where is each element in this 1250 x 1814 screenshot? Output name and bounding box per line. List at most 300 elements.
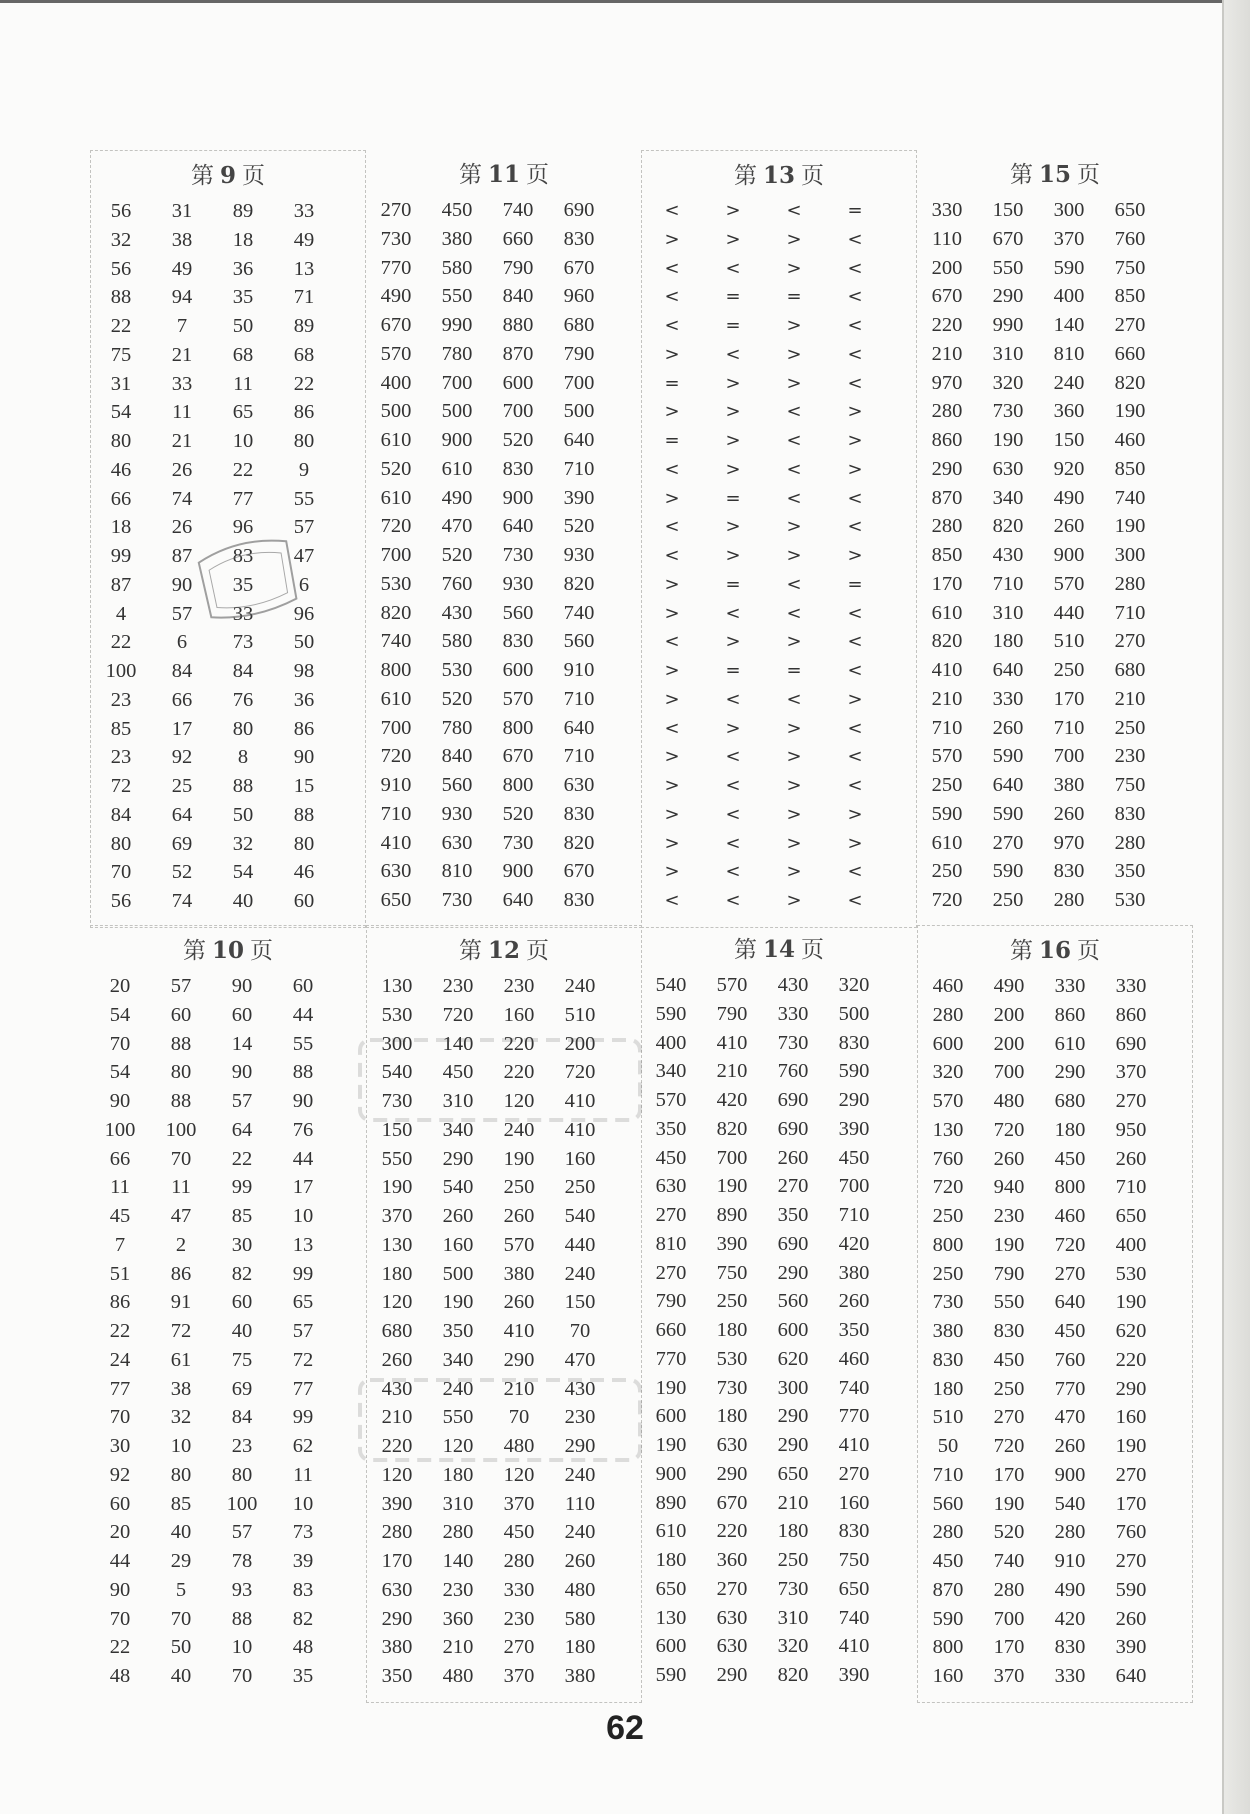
answer-value: 530	[1115, 1262, 1147, 1285]
answer-value: 240	[564, 1521, 596, 1544]
answer-value: 700	[563, 371, 595, 394]
answer-row	[918, 1346, 1192, 1375]
answer-value: 60	[231, 1003, 253, 1026]
answer-value: 110	[932, 227, 962, 250]
answer-value: 800	[932, 1233, 964, 1256]
answer-value: 190	[716, 1175, 748, 1198]
answer-value: 700	[502, 400, 534, 423]
answer-value: 60	[293, 890, 315, 912]
answer-value: 80	[293, 430, 315, 452]
answer-row	[917, 742, 1193, 771]
answer-value: 950	[1115, 1118, 1147, 1141]
answer-row	[90, 1288, 366, 1317]
answer-value: 280	[931, 400, 963, 423]
answer-value: 33	[293, 200, 315, 222]
answer-value: 70	[109, 1607, 131, 1630]
answer-row	[641, 971, 917, 1000]
answer-value: 560	[777, 1290, 809, 1313]
answer-value: 700	[380, 716, 412, 739]
answer-value: 220	[503, 1061, 535, 1084]
comparison-symbol: <	[664, 200, 680, 221]
answer-row	[641, 1661, 917, 1690]
answer-row	[91, 830, 365, 859]
answer-value: 11	[110, 1176, 130, 1199]
answer-value: 250	[716, 1290, 748, 1313]
answer-value: 40	[232, 890, 254, 912]
answer-value: 540	[1054, 1492, 1086, 1515]
answer-value: 260	[564, 1550, 596, 1572]
comparison-symbol: =	[725, 573, 741, 595]
answer-value: 200	[564, 1032, 596, 1055]
answer-value: 94	[171, 286, 193, 309]
answer-row	[642, 513, 916, 542]
comparison-symbol: >	[725, 200, 741, 221]
answer-value: 930	[441, 802, 473, 825]
answer-value: 60	[292, 975, 314, 997]
answer-row	[366, 886, 642, 915]
answer-row	[367, 1605, 641, 1634]
answer-value: 710	[380, 802, 412, 825]
answer-row	[91, 456, 365, 485]
answer-value: 790	[563, 342, 595, 365]
answer-value: 700	[716, 1146, 748, 1169]
comparison-symbol: >	[664, 343, 680, 365]
answer-value: 640	[992, 774, 1024, 796]
answer-row	[367, 1518, 641, 1547]
answer-row	[642, 283, 916, 312]
page-right-edge	[1222, 0, 1250, 1814]
answer-value: 72	[170, 1320, 192, 1342]
answer-value: 88	[231, 1607, 253, 1630]
comparison-symbol: >	[786, 775, 802, 796]
answer-row	[918, 1461, 1192, 1490]
answer-value: 790	[993, 1262, 1025, 1285]
answer-value: 760	[441, 572, 473, 595]
comparison-symbol: >	[664, 228, 680, 250]
answer-value: 60	[109, 1492, 131, 1515]
answer-value: 65	[292, 1291, 314, 1314]
answer-row	[90, 1547, 366, 1576]
answer-value: 830	[563, 889, 595, 911]
answer-value: 85	[110, 717, 132, 740]
answer-value: 430	[564, 1377, 596, 1400]
answer-row	[918, 1087, 1192, 1116]
answer-value: 870	[502, 342, 534, 365]
answer-value: 730	[777, 1031, 809, 1054]
answer-value: 210	[931, 342, 963, 365]
answer-value: 36	[293, 688, 315, 711]
comparison-symbol: <	[664, 315, 680, 336]
answer-value: 47	[293, 545, 315, 567]
answer-value: 35	[232, 573, 254, 596]
answer-value: 590	[655, 1002, 687, 1025]
answer-value: 370	[1115, 1061, 1147, 1084]
answer-value: 4	[115, 602, 127, 625]
comparison-symbol: <	[725, 602, 741, 624]
answer-value: 160	[564, 1147, 596, 1170]
watermark-icon	[355, 1030, 645, 1130]
answer-value: 450	[503, 1521, 535, 1544]
comparison-symbol: <	[786, 602, 802, 624]
answer-value: 44	[292, 1147, 314, 1170]
answer-row	[641, 1489, 917, 1518]
answer-row	[642, 427, 916, 456]
answer-row	[367, 1173, 641, 1202]
answer-row	[366, 599, 642, 628]
answer-row	[367, 1001, 641, 1030]
answer-value: 350	[442, 1320, 474, 1342]
answer-value: 380	[441, 227, 473, 250]
answer-value: 99	[110, 545, 132, 567]
answer-value: 410	[564, 1118, 596, 1141]
answer-value: 410	[380, 831, 412, 854]
answer-value: 550	[442, 1406, 474, 1429]
answer-value: 670	[563, 256, 595, 279]
answer-rows	[366, 196, 642, 915]
answer-row	[90, 1317, 366, 1346]
answer-value: 360	[442, 1607, 474, 1630]
answer-row	[917, 282, 1193, 311]
answer-value: 630	[716, 1606, 748, 1629]
answer-value: 220	[381, 1435, 413, 1457]
answer-value: 280	[503, 1550, 535, 1572]
answer-value: 70	[569, 1320, 591, 1342]
answer-value: 57	[293, 516, 315, 539]
comparison-symbol: <	[664, 890, 680, 911]
answer-value: 160	[932, 1665, 964, 1687]
answer-value: 590	[1053, 256, 1085, 279]
answer-value: 710	[1053, 716, 1085, 739]
answer-row	[366, 800, 642, 829]
answer-row	[90, 1461, 366, 1490]
comparison-symbol: >	[725, 458, 741, 480]
answer-value: 830	[1053, 860, 1085, 883]
answer-value: 55	[293, 487, 315, 510]
answer-row	[367, 1145, 641, 1174]
answer-value: 830	[563, 802, 595, 825]
answer-value: 90	[171, 573, 193, 596]
page-number: 62	[606, 1709, 644, 1747]
answer-row	[641, 1632, 917, 1661]
answer-value: 630	[441, 831, 473, 854]
answer-value: 800	[502, 716, 534, 739]
answer-value: 780	[441, 342, 473, 365]
answer-row	[91, 657, 365, 686]
answer-value: 310	[442, 1090, 474, 1112]
answer-value: 610	[1054, 1032, 1086, 1055]
answer-row	[90, 1202, 366, 1231]
answer-value: 11	[293, 1463, 313, 1486]
answer-value: 680	[563, 314, 595, 336]
answer-value: 46	[293, 861, 315, 884]
answer-value: 710	[563, 457, 595, 480]
answer-row	[641, 1431, 917, 1460]
answer-value: 220	[716, 1520, 748, 1543]
answer-value: 730	[716, 1376, 748, 1399]
answer-value: 640	[502, 889, 534, 911]
answer-value: 10	[292, 1492, 314, 1515]
answer-row	[366, 426, 642, 455]
answer-value: 740	[993, 1550, 1025, 1572]
answer-panel-page-14	[641, 925, 917, 1703]
comparison-symbol: =	[847, 200, 863, 221]
answer-value: 290	[992, 285, 1024, 308]
answer-row	[90, 1116, 366, 1145]
answer-value: 72	[110, 775, 132, 797]
answer-value: 80	[170, 1463, 192, 1486]
answer-value: 270	[777, 1175, 809, 1198]
answer-value: 390	[838, 1117, 870, 1140]
answer-value: 430	[992, 544, 1024, 566]
answer-value: 260	[1054, 1435, 1086, 1457]
answer-value: 580	[564, 1607, 596, 1630]
comparison-symbol: >	[786, 717, 802, 739]
answer-value: 760	[1115, 1521, 1147, 1544]
answer-row	[642, 887, 916, 916]
comparison-symbol: <	[847, 228, 863, 250]
answer-value: 180	[442, 1463, 474, 1486]
answer-value: 73	[292, 1521, 314, 1544]
answer-value: 710	[932, 1463, 964, 1486]
answer-value: 650	[838, 1577, 870, 1600]
answer-value: 970	[931, 371, 963, 394]
answer-row	[917, 570, 1193, 599]
answer-row	[367, 1576, 641, 1605]
answer-value: 280	[1053, 889, 1085, 911]
answer-value: 56	[110, 890, 132, 912]
answer-row	[366, 196, 642, 225]
panel-title: 第 9 页	[190, 162, 265, 189]
answer-value: 610	[931, 601, 963, 624]
answer-value: 650	[777, 1462, 809, 1485]
answer-value: 990	[992, 314, 1024, 336]
answer-value: 54	[109, 1061, 131, 1084]
answer-value: 450	[1054, 1147, 1086, 1170]
answer-value: 36	[232, 257, 254, 280]
comparison-symbol: <	[847, 343, 863, 365]
answer-row	[642, 830, 916, 859]
answer-value: 26	[171, 458, 193, 481]
answer-value: 570	[380, 342, 412, 365]
answer-value: 750	[716, 1261, 748, 1284]
answer-value: 650	[380, 889, 412, 911]
answer-value: 82	[292, 1607, 314, 1630]
answer-value: 840	[502, 285, 534, 308]
answer-value: 50	[232, 803, 254, 826]
answer-row	[642, 657, 916, 686]
answer-row	[90, 1058, 366, 1087]
answer-value: 13	[293, 257, 315, 280]
answer-value: 47	[170, 1205, 192, 1227]
answer-value: 280	[1054, 1521, 1086, 1544]
answer-value: 92	[171, 746, 193, 769]
answer-value: 32	[232, 832, 254, 855]
answer-value: 210	[503, 1377, 535, 1400]
answer-row	[90, 1518, 366, 1547]
answer-value: 70	[170, 1147, 192, 1170]
answer-row	[367, 1662, 641, 1691]
answer-value: 180	[381, 1262, 413, 1285]
comparison-symbol: <	[847, 861, 863, 883]
answer-value: 450	[993, 1348, 1025, 1371]
answer-value: 820	[563, 831, 595, 854]
comparison-symbol: =	[725, 315, 741, 336]
answer-value: 790	[502, 256, 534, 279]
answer-value: 15	[293, 775, 315, 797]
answer-value: 830	[1054, 1636, 1086, 1659]
answer-value: 520	[563, 515, 595, 538]
answer-value: 120	[503, 1463, 535, 1486]
answer-value: 30	[231, 1233, 253, 1256]
answer-row	[641, 1575, 917, 1604]
answer-row	[918, 1001, 1192, 1030]
answer-value: 120	[503, 1090, 535, 1112]
answer-value: 200	[993, 1003, 1025, 1026]
answer-value: 830	[1114, 802, 1146, 825]
answer-panel-page-13	[641, 150, 917, 928]
answer-value: 500	[563, 400, 595, 423]
answer-value: 330	[503, 1578, 535, 1601]
answer-value: 780	[441, 716, 473, 739]
answer-value: 92	[109, 1463, 131, 1486]
answer-value: 22	[231, 1147, 253, 1170]
answer-row	[917, 369, 1193, 398]
answer-value: 870	[932, 1578, 964, 1601]
answer-row	[641, 1546, 917, 1575]
answer-value: 370	[503, 1665, 535, 1687]
answer-value: 450	[838, 1146, 870, 1169]
answer-value: 710	[563, 745, 595, 768]
answer-row	[917, 484, 1193, 513]
answer-value: 180	[932, 1377, 964, 1400]
answer-value: 180	[1054, 1118, 1086, 1141]
answer-value: 650	[655, 1577, 687, 1600]
answer-value: 46	[110, 458, 132, 481]
answer-value: 690	[777, 1117, 809, 1140]
answer-value: 90	[293, 746, 315, 769]
answer-row	[641, 1029, 917, 1058]
comparison-symbol: <	[664, 545, 680, 566]
answer-value: 550	[381, 1147, 413, 1170]
answer-value: 390	[381, 1492, 413, 1515]
answer-value: 500	[838, 1002, 870, 1025]
answer-value: 17	[292, 1176, 314, 1199]
answer-row	[366, 570, 642, 599]
answer-value: 550	[993, 1291, 1025, 1314]
answer-row	[366, 714, 642, 743]
answer-row	[91, 628, 365, 657]
answer-value: 6	[298, 573, 310, 596]
answer-value: 130	[655, 1606, 687, 1629]
answer-value: 270	[992, 831, 1024, 854]
answer-value: 260	[1115, 1147, 1147, 1170]
comparison-symbol: <	[786, 401, 802, 423]
comparison-symbol: <	[664, 717, 680, 739]
answer-value: 650	[1114, 199, 1146, 221]
answer-row	[91, 427, 365, 456]
answer-row	[642, 542, 916, 571]
answer-row	[642, 743, 916, 772]
answer-value: 300	[1053, 199, 1085, 221]
answer-value: 230	[1114, 745, 1146, 768]
answer-value: 66	[171, 688, 193, 711]
answer-value: 310	[442, 1492, 474, 1515]
comparison-symbol: >	[786, 890, 802, 911]
answer-value: 150	[1053, 429, 1085, 451]
answer-value: 220	[931, 314, 963, 336]
answer-value: 430	[381, 1377, 413, 1400]
answer-value: 770	[1054, 1377, 1086, 1400]
answer-value: 540	[564, 1205, 596, 1227]
answer-row	[917, 656, 1193, 685]
answer-value: 280	[1114, 831, 1146, 854]
answer-value: 770	[655, 1347, 687, 1370]
answer-value: 120	[381, 1463, 413, 1486]
answer-value: 22	[109, 1320, 131, 1342]
answer-row	[90, 1375, 366, 1404]
answer-value: 530	[380, 572, 412, 595]
comparison-symbol: >	[725, 545, 741, 566]
answer-value: 450	[442, 1061, 474, 1084]
answer-value: 910	[1054, 1550, 1086, 1572]
answer-row	[641, 1115, 917, 1144]
answer-value: 810	[1053, 342, 1085, 365]
answer-value: 690	[777, 1232, 809, 1255]
answer-value: 26	[171, 516, 193, 539]
answer-value: 86	[293, 717, 315, 740]
answer-value: 130	[381, 1233, 413, 1256]
answer-value: 710	[992, 572, 1024, 595]
answer-row	[641, 1086, 917, 1115]
answer-value: 270	[1114, 630, 1146, 653]
comparison-symbol: >	[664, 746, 680, 768]
answer-value: 10	[231, 1636, 253, 1659]
answer-value: 710	[931, 716, 963, 739]
answer-value: 75	[110, 343, 132, 366]
answer-value: 930	[563, 544, 595, 566]
answer-row	[918, 1547, 1192, 1576]
answer-value: 480	[442, 1665, 474, 1687]
answer-value: 91	[170, 1291, 192, 1314]
answer-value: 420	[716, 1089, 748, 1111]
answer-row	[91, 283, 365, 312]
answer-value: 770	[380, 256, 412, 279]
answer-value: 240	[564, 1262, 596, 1285]
comparison-symbol: <	[664, 516, 680, 538]
answer-value: 170	[381, 1550, 413, 1572]
comparison-symbol: <	[847, 775, 863, 796]
answer-row	[366, 829, 642, 858]
answer-value: 250	[993, 1377, 1025, 1400]
answer-value: 250	[932, 1205, 964, 1227]
answer-row	[917, 254, 1193, 283]
answer-value: 290	[716, 1462, 748, 1485]
answer-value: 33	[232, 602, 254, 625]
answer-value: 70	[508, 1406, 530, 1429]
answer-value: 240	[564, 1463, 596, 1486]
answer-value: 86	[170, 1262, 192, 1285]
comparison-symbol: >	[786, 315, 802, 336]
answer-value: 630	[716, 1635, 748, 1658]
answer-value: 300	[777, 1376, 809, 1399]
answer-value: 700	[1053, 745, 1085, 768]
answer-value: 510	[932, 1406, 964, 1429]
comparison-symbol: =	[664, 372, 680, 394]
comparison-symbol: <	[664, 631, 680, 653]
comparison-symbol: <	[847, 372, 863, 394]
answer-value: 810	[441, 860, 473, 883]
answer-value: 31	[171, 200, 193, 222]
